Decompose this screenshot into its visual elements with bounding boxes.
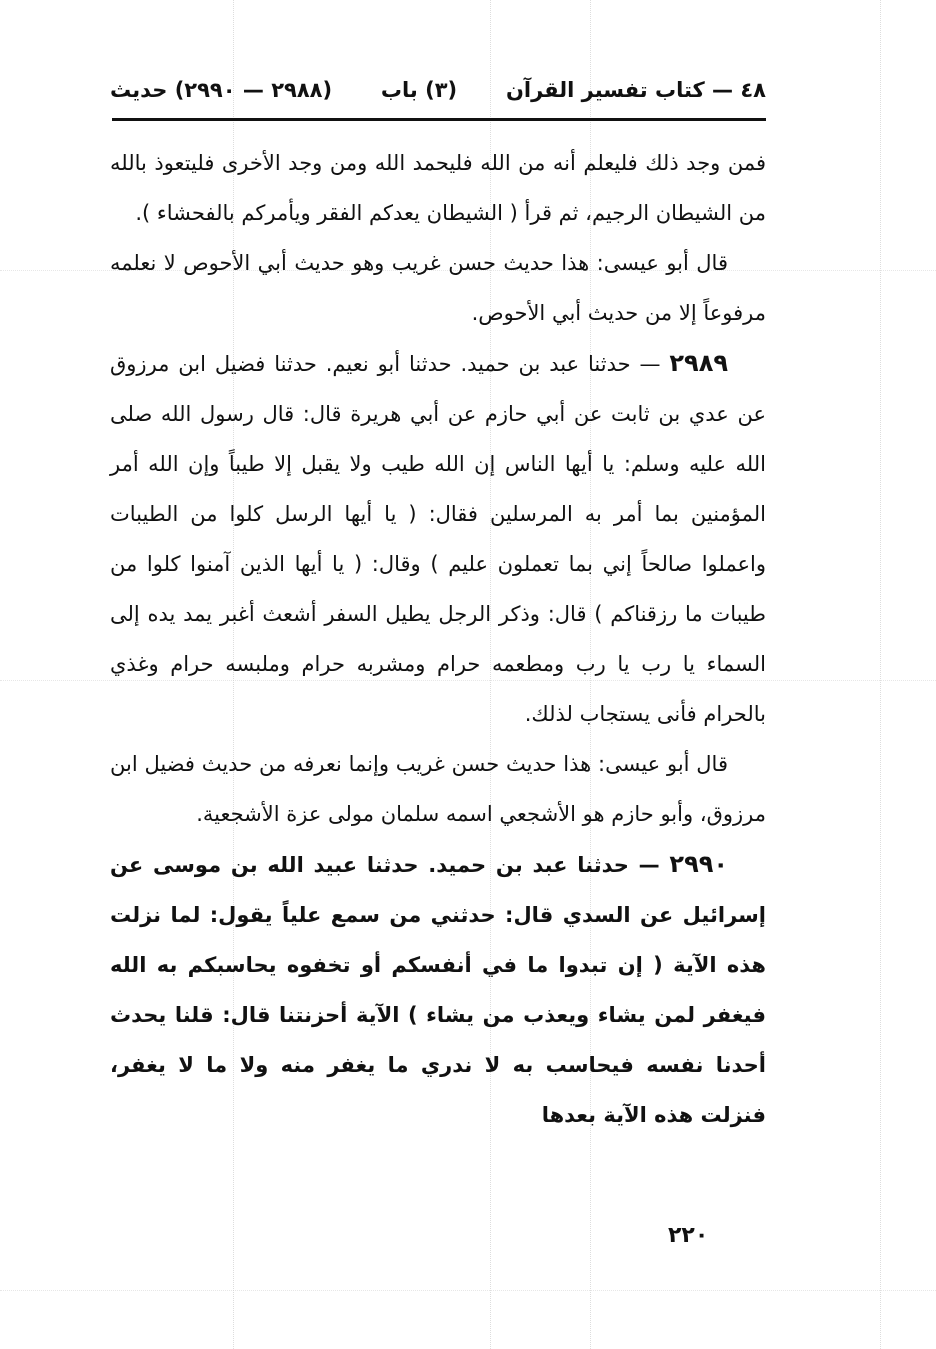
header-rule: [112, 118, 766, 121]
page-number: ٢٢٠: [668, 1223, 709, 1248]
scan-gridline: [0, 1290, 936, 1291]
paragraph-commentary: [110, 739, 766, 839]
paragraph-text: قال أبو عيسى: هذا حديث حسن غريب وهو حديث أبي الأحوص لا نعلمه مرفوعاً إلا من حديث أبي الأحوص.: [110, 251, 766, 325]
paragraph-continuation: [110, 138, 766, 238]
hadith-number: ٢٩٨٩: [669, 349, 728, 377]
hadith-number: ٢٩٩٠: [669, 850, 729, 878]
paragraph-text: فمن وجد ذلك فليعلم أنه من الله فليحمد الله ومن وجد الأخرى فليتعوذ بالله من الشيطان الرجيم، ثم قرأ ( الشيطان يعدكم الفقر ويأمركم بالفحشاء ).: [110, 151, 766, 225]
paragraph-hadith: [110, 338, 766, 739]
header-hadith-range: (٢٩٨٨ — ٢٩٩٠) حديث: [110, 78, 333, 102]
scan-gridline: [880, 0, 881, 1349]
paragraph-text: — حدثنا عبد بن حميد. حدثنا عبيد الله بن موسى عن إسرائيل عن السدي قال: حدثني من سمع علياً يقول: لما نزلت هذه الآية ( إن تبدوا ما في أنفسكم أو تخفوه يحاسبكم به الله فيغفر لمن يشاء ويعذب من يشاء ) الآية أحزنتنا قال: قلنا يحدث أحدنا نفسه فيحاسب به لا ندري ما يغفر منه ولا ما لا يغفر، فنزلت هذه الآية بعدها: [110, 853, 766, 1127]
paragraph-commentary: [110, 238, 766, 338]
paragraph-text: — حدثنا عبد بن حميد. حدثنا أبو نعيم. حدثنا فضيل ابن مرزوق عن عدي بن ثابت عن أبي حازم عن أبي هريرة قال: قال رسول الله صلى الله عليه وسلم: يا أيها الناس إن الله طيب ولا يقبل إلا طيباً وإن الله أمر المؤمنين بما أمر به المرسلين فقال: ( يا أيها الرسل كلوا من الطيبات واعملوا صالحاً إني بما تعملون عليم ) وقال: ( يا أيها الذين آمنوا كلوا من طيبات ما رزقناكم ) قال: وذكر الرجل يطيل السفر أشعث أغبر يمد يده إلى السماء يا رب يا رب ومطعمه حرام ومشربه حرام وملبسه حرام وغذي بالحرام فأنى يستجاب لذلك.: [110, 352, 766, 726]
body-text: [110, 138, 766, 1140]
header-chapter: (٣) باب: [380, 78, 458, 102]
running-header: [110, 70, 766, 110]
paragraph-hadith: [110, 839, 766, 1140]
header-book-title: ٤٨ — كتاب تفسير القرآن: [505, 78, 766, 102]
paragraph-text: قال أبو عيسى: هذا حديث حسن غريب وإنما نعرفه من حديث فضيل ابن مرزوق، وأبو حازم هو الأشجعي اسمه سلمان مولى عزة الأشجعية.: [110, 752, 766, 826]
